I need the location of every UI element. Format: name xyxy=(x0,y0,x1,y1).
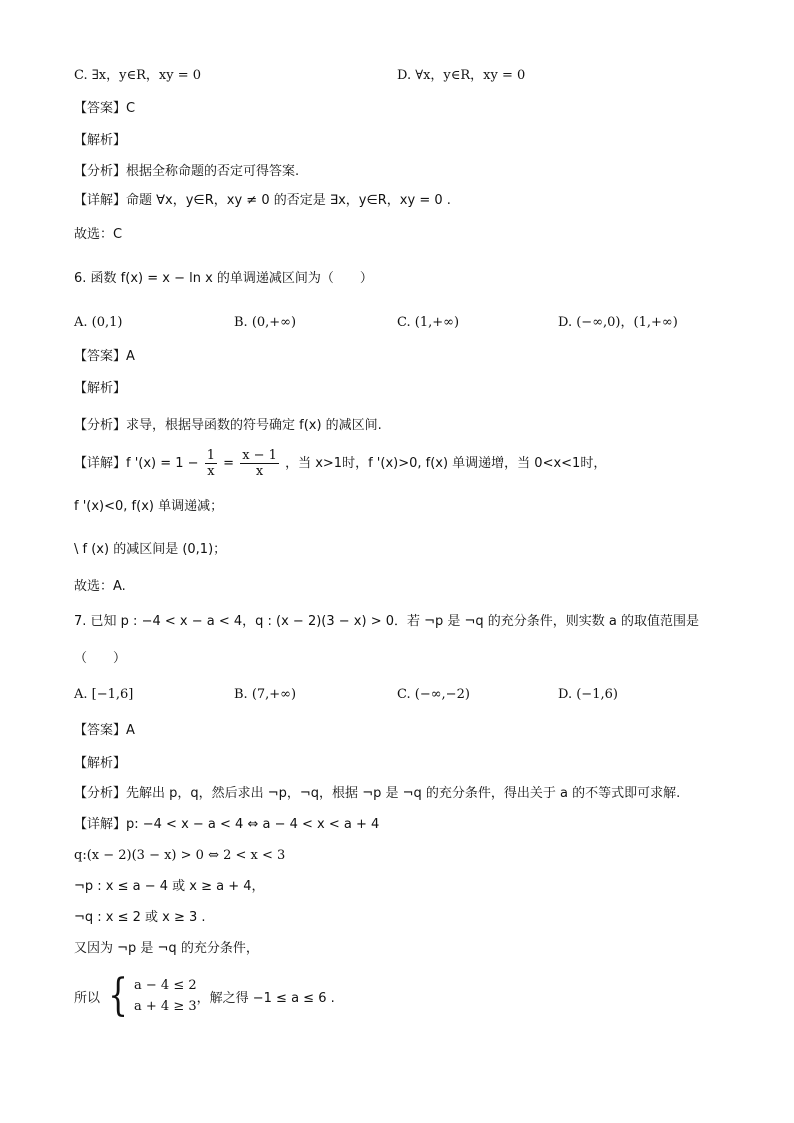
q6-detail-line2: f '(x)<0, f(x) 单调递减； xyxy=(74,499,224,514)
left-brace-icon: { xyxy=(108,970,128,1021)
q7-stem: 7. 已知 p : −4 < x − a < 4，q : (x − 2)(3 − x) > 0．若 ¬p 是 ¬q 的充分条件，则实数 a 的取值范围是 xyxy=(74,614,700,629)
q6-option-d: D. (−∞,0)，(1,+∞) xyxy=(558,315,678,330)
q5-option-c: C. ∃x，y∈R，xy = 0 xyxy=(74,68,201,83)
q7-because: 又因为 ¬p 是 ¬q 的充分条件， xyxy=(74,941,259,956)
q5-analysis: 【分析】根据全称命题的否定可得答案. xyxy=(74,164,300,179)
fraction-numerator: x − 1 xyxy=(242,448,277,463)
fraction-one-over-x xyxy=(205,448,217,479)
q6-detail-prefix: 【详解】f '(x) = 1 − xyxy=(74,456,199,471)
q6-option-c: C. (1,+∞) xyxy=(397,315,460,330)
q7-answer: 【答案】A xyxy=(74,723,135,738)
q5-answer: 【答案】C xyxy=(74,101,136,116)
fraction-x-minus-1-over-x xyxy=(240,448,279,479)
q6-analysis: 【分析】求导，根据导函数的符号确定 f(x) 的减区间. xyxy=(74,418,382,433)
q7-not-p: ¬p : x ≤ a − 4 或 x ≥ a + 4， xyxy=(74,879,265,894)
q6-answer: 【答案】A xyxy=(74,349,135,364)
q6-detail-line3: \ f (x) 的减区间是 (0,1)； xyxy=(74,542,227,557)
q7-inequality-system xyxy=(74,970,335,1021)
q6-detail-suffix: ，当 x>1时，f '(x)>0, f(x) 单调递增，当 0<x<1时， xyxy=(285,456,607,471)
equals-sign: = xyxy=(223,456,235,471)
q6-analysis-heading: 【解析】 xyxy=(74,381,127,396)
q5-choice: 故选：C xyxy=(74,227,123,242)
system-line-2: a + 4 ≥ 3 xyxy=(134,999,197,1014)
q7-paren: （ ） xyxy=(74,651,127,666)
system-line-1: a − 4 ≤ 2 xyxy=(134,978,197,993)
q7-analysis-heading: 【解析】 xyxy=(74,756,127,771)
q6-option-a: A. (0,1) xyxy=(74,315,123,330)
q7-option-a: A. [−1,6] xyxy=(74,687,134,702)
q7-conclusion: ，解之得 −1 ≤ a ≤ 6 . xyxy=(196,990,335,1006)
q6-detail-line1 xyxy=(74,447,606,481)
q7-suoyi: 所以 xyxy=(74,990,101,1006)
q7-option-c: C. (−∞,−2) xyxy=(397,687,470,702)
q7-q-solution: q:(x − 2)(3 − x) > 0 ⇔ 2 < x < 3 xyxy=(74,848,286,863)
q5-detail: 【详解】命题 ∀x，y∈R，xy ≠ 0 的否定是 ∃x，y∈R，xy = 0 . xyxy=(74,193,451,208)
q6-stem: 6. 函数 f(x) = x − ln x 的单调递减区间为（ ） xyxy=(74,271,373,286)
system-lines xyxy=(134,975,197,1017)
q6-choice: 故选：A. xyxy=(74,579,126,594)
q5-analysis-heading: 【解析】 xyxy=(74,133,127,148)
q6-option-b: B. (0,+∞) xyxy=(234,315,297,330)
q7-option-d: D. (−1,6) xyxy=(558,687,618,702)
q7-option-b: B. (7,+∞) xyxy=(234,687,297,702)
q7-not-q: ¬q : x ≤ 2 或 x ≥ 3 . xyxy=(74,910,206,925)
fraction-numerator: 1 xyxy=(206,448,215,463)
q7-analysis: 【分析】先解出 p，q，然后求出 ¬p，¬q，根据 ¬p 是 ¬q 的充分条件，得出关于 a 的不等式即可求解. xyxy=(74,786,681,801)
q7-detail: 【详解】p: −4 < x − a < 4 ⇔ a − 4 < x < a + 4 xyxy=(74,817,380,832)
fraction-denominator: x xyxy=(255,464,264,479)
fraction-denominator: x xyxy=(207,464,215,479)
q5-option-d: D. ∀x，y∈R，xy = 0 xyxy=(397,68,526,83)
